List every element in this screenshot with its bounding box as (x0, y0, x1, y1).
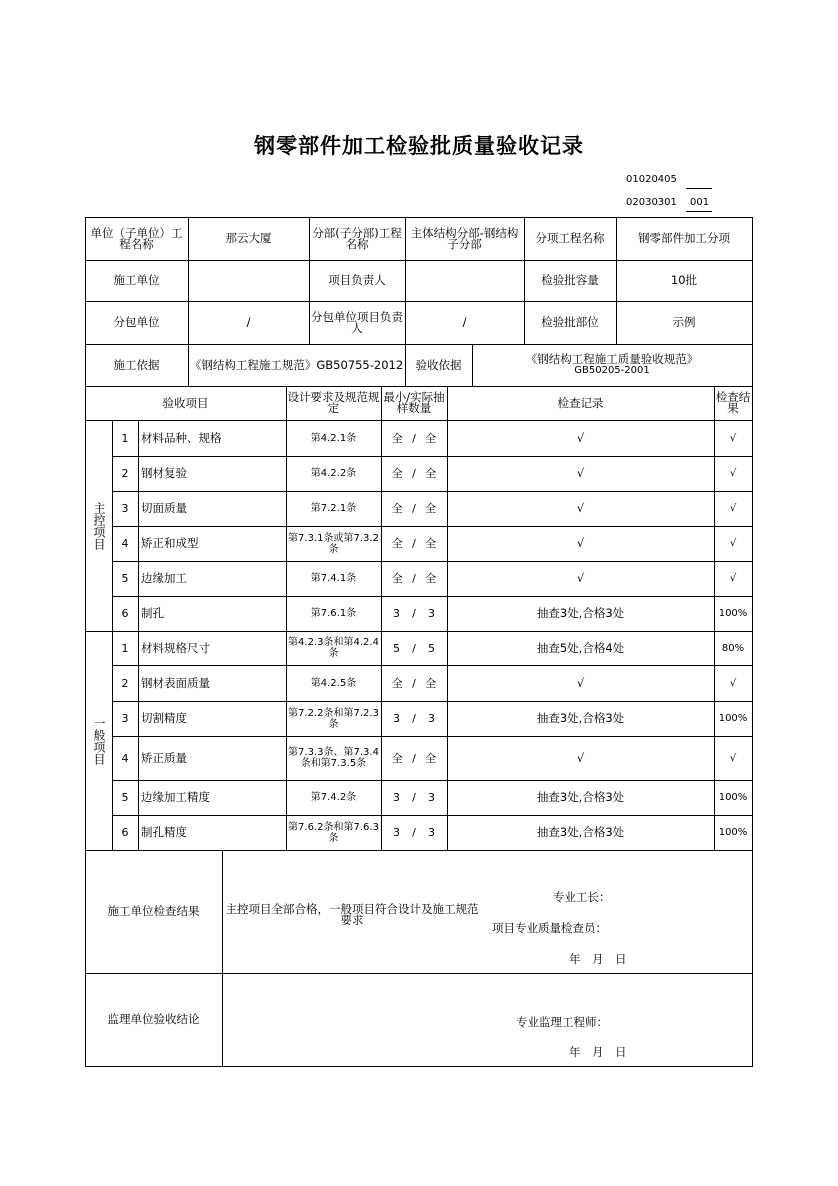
main-item-sample (381, 491, 447, 526)
general-item-clause: 第7.2.2条和第7.2.3条 (288, 707, 379, 730)
main-item-name: 切面质量 (141, 501, 187, 515)
foreman-signature: 专业工长： (553, 890, 611, 904)
general-item-no: 2 (121, 676, 129, 690)
main-item-name: 边缘加工 (141, 571, 187, 585)
general-item-no: 4 (121, 751, 129, 765)
general-item-result: 100% (718, 792, 748, 803)
page-title: 钢零部件加工检验批质量验收记录 (254, 134, 584, 158)
general-item-result: 100% (718, 713, 748, 724)
general-item-record: 抽查5处,合格4处 (536, 640, 625, 655)
general-item-name: 材料规格尺寸 (141, 640, 210, 655)
general-item-sample (381, 780, 447, 815)
general-item-clause: 第4.2.5条 (310, 677, 357, 689)
main-item-sample (381, 561, 447, 596)
general-item-no: 5 (121, 791, 129, 804)
group-main-control: 主控项目 (92, 501, 106, 550)
main-item-no: 2 (121, 467, 129, 480)
capacity-label: 检验批容量 (541, 273, 599, 287)
rule-line (222, 850, 223, 1066)
sample-actual: 3 (427, 712, 435, 725)
general-item-name: 边缘加工精度 (141, 790, 210, 804)
main-item-no: 4 (121, 537, 129, 550)
general-item-clause: 第7.6.2条和第7.6.3条 (288, 821, 379, 844)
sample-min: 全 (391, 467, 403, 480)
group-general: 一般项目 (92, 716, 106, 765)
col-design: 设计要求及规范规定 (287, 390, 380, 415)
sample-actual: 3 (427, 607, 435, 620)
sample-min: 全 (391, 502, 403, 515)
general-item-sample (381, 665, 447, 701)
accept-label: 验收依据 (415, 357, 462, 372)
main-item-clause: 第7.2.1条 (310, 503, 357, 514)
main-item-clause: 第4.2.1条 (310, 432, 357, 444)
sample-separator: / (412, 751, 416, 765)
general-item-record: 抽查3处,合格3处 (536, 790, 625, 804)
project-manager-label: 项目负责人 (328, 273, 386, 287)
general-item-name: 制孔精度 (141, 825, 187, 839)
sample-actual: 全 (425, 572, 437, 585)
main-item-no: 5 (121, 572, 129, 585)
sample-actual: 全 (425, 537, 437, 550)
form-code-2: 02030301 (626, 197, 677, 208)
sample-min: 全 (391, 572, 403, 585)
sample-min: 3 (393, 607, 401, 620)
sub-pm-value: / (462, 315, 467, 329)
check-label: 施工单位检查结果 (107, 904, 200, 918)
sample-separator: / (412, 572, 416, 585)
general-item-name: 矫正质量 (141, 750, 187, 765)
contractor-value (188, 260, 309, 301)
main-item-name: 材料品种、规格 (141, 430, 222, 445)
main-item-sample (381, 420, 447, 456)
sample-actual: 5 (427, 641, 435, 655)
general-item-no: 1 (121, 641, 129, 655)
general-item-name: 切割精度 (141, 711, 187, 725)
division-value: 主体结构分部-钢结构子分部 (410, 225, 519, 251)
main-item-clause: 第7.4.1条 (310, 573, 357, 584)
capacity-value: 10批 (670, 273, 698, 287)
main-item-result: √ (729, 432, 737, 444)
sample-separator: / (412, 537, 416, 550)
general-item-name: 钢材表面质量 (141, 675, 210, 690)
basis-value: 《钢结构工程施工规范》GB50755-2012 (189, 357, 404, 372)
col-sample: 最小/实际抽样数量 (383, 390, 445, 415)
form-code-1: 01020405 (626, 174, 677, 185)
basis-label: 施工依据 (113, 357, 160, 372)
col-record: 检查记录 (557, 395, 604, 410)
main-item-record: √ (576, 571, 585, 585)
sample-separator: / (412, 641, 416, 655)
contractor-label: 施工单位 (113, 273, 160, 287)
sample-separator: / (412, 791, 416, 804)
main-item-result: √ (729, 573, 737, 584)
sample-min: 全 (391, 676, 403, 690)
main-item-sample (381, 526, 447, 561)
supervision-date: 年 月 日 (569, 1045, 627, 1059)
sample-separator: / (412, 431, 416, 445)
main-item-clause: 第7.3.1条或第7.3.2条 (288, 532, 379, 555)
supervision-label: 监理单位验收结论 (107, 1012, 200, 1026)
subcontractor-value: / (246, 315, 251, 329)
sample-separator: / (412, 712, 416, 725)
main-item-no: 3 (121, 502, 129, 515)
division-label: 分部(子分部)工程名称 (312, 225, 402, 251)
main-item-record: √ (576, 466, 585, 480)
main-item-name: 矫正和成型 (141, 536, 199, 550)
sample-min: 3 (393, 712, 401, 725)
subitem-label: 分项工程名称 (535, 231, 605, 245)
unit-value: 那云大厦 (225, 231, 272, 245)
general-item-sample (381, 736, 447, 780)
sub-pm-label: 分包单位项目负责人 (311, 309, 403, 335)
sample-min: 3 (393, 826, 401, 839)
accept-value (472, 344, 752, 386)
check-text: 主控项目全部合格，一般项目符合设计及施工规范要求 (225, 902, 479, 927)
unit-label: 单位（子单位）工程名称 (90, 225, 183, 251)
main-item-record: √ (576, 430, 585, 445)
subitem-value: 钢零部件加工分项 (638, 231, 730, 245)
general-item-result: 100% (718, 827, 748, 838)
general-item-record: 抽查3处,合格3处 (536, 825, 625, 839)
general-item-sample (381, 815, 447, 850)
main-item-result: √ (729, 538, 737, 549)
code-underline-1 (686, 188, 712, 189)
main-item-clause: 第4.2.2条 (310, 468, 357, 479)
general-item-record: 抽查3处,合格3处 (536, 711, 625, 725)
sample-min: 全 (391, 537, 403, 550)
general-item-record: √ (576, 750, 585, 765)
sample-separator: / (412, 502, 416, 515)
sample-actual: 3 (427, 791, 435, 804)
main-item-record: √ (576, 501, 585, 515)
general-item-clause: 第4.2.3条和第4.2.4条 (288, 637, 379, 659)
sample-min: 全 (391, 431, 403, 445)
main-item-name: 制孔 (141, 606, 164, 620)
sample-separator: / (412, 826, 416, 839)
col-result: 检查结果 (715, 390, 751, 415)
sample-min: 5 (393, 641, 401, 655)
sample-min: 3 (393, 791, 401, 804)
sample-min: 全 (391, 751, 403, 765)
engineer-signature: 专业监理工程师： (516, 1015, 608, 1029)
part-label: 检验批部位 (541, 315, 599, 329)
sample-actual: 全 (425, 502, 437, 515)
col-item: 验收项目 (162, 395, 209, 410)
main-item-record: √ (576, 536, 585, 550)
subcontractor-label: 分包单位 (113, 315, 160, 329)
sample-separator: / (412, 607, 416, 620)
main-item-result: √ (729, 503, 737, 514)
accept-value-title: 《钢结构工程施工质量验收规范》 (525, 352, 699, 366)
main-item-sample (381, 456, 447, 491)
inspector-signature: 项目专业质量检查员： (492, 921, 607, 935)
general-item-no: 3 (121, 712, 129, 725)
general-item-result: √ (729, 677, 737, 689)
sample-separator: / (412, 676, 416, 690)
sample-actual: 全 (425, 431, 437, 445)
part-value: 示例 (672, 315, 696, 329)
general-item-sample (381, 631, 447, 665)
main-item-sample (381, 596, 447, 631)
general-item-clause: 第7.4.2条 (310, 792, 357, 803)
main-item-clause: 第7.6.1条 (310, 608, 357, 619)
sample-actual: 3 (427, 826, 435, 839)
sample-actual: 全 (425, 467, 437, 480)
main-item-result: √ (729, 468, 737, 479)
general-item-no: 6 (121, 826, 129, 839)
sample-separator: / (412, 467, 416, 480)
main-item-record: 抽查3处,合格3处 (536, 606, 625, 620)
general-item-clause: 第7.3.3条、第7.3.4条和第7.3.5条 (288, 747, 379, 769)
accept-value-code: GB50205-2001 (574, 365, 650, 376)
general-item-sample (381, 701, 447, 736)
main-item-no: 6 (121, 607, 129, 620)
main-item-name: 钢材复验 (141, 466, 187, 480)
general-item-result: √ (729, 752, 737, 764)
sample-actual: 全 (425, 676, 437, 690)
project-manager-value (405, 260, 524, 301)
code-underline-2 (686, 211, 712, 212)
check-date: 年 月 日 (569, 952, 627, 966)
sample-actual: 全 (425, 751, 437, 765)
general-item-result: 80% (721, 642, 745, 654)
main-item-no: 1 (121, 431, 129, 445)
main-item-result: 100% (718, 608, 748, 619)
form-code-suffix: 001 (690, 197, 710, 208)
general-item-record: √ (576, 675, 585, 690)
